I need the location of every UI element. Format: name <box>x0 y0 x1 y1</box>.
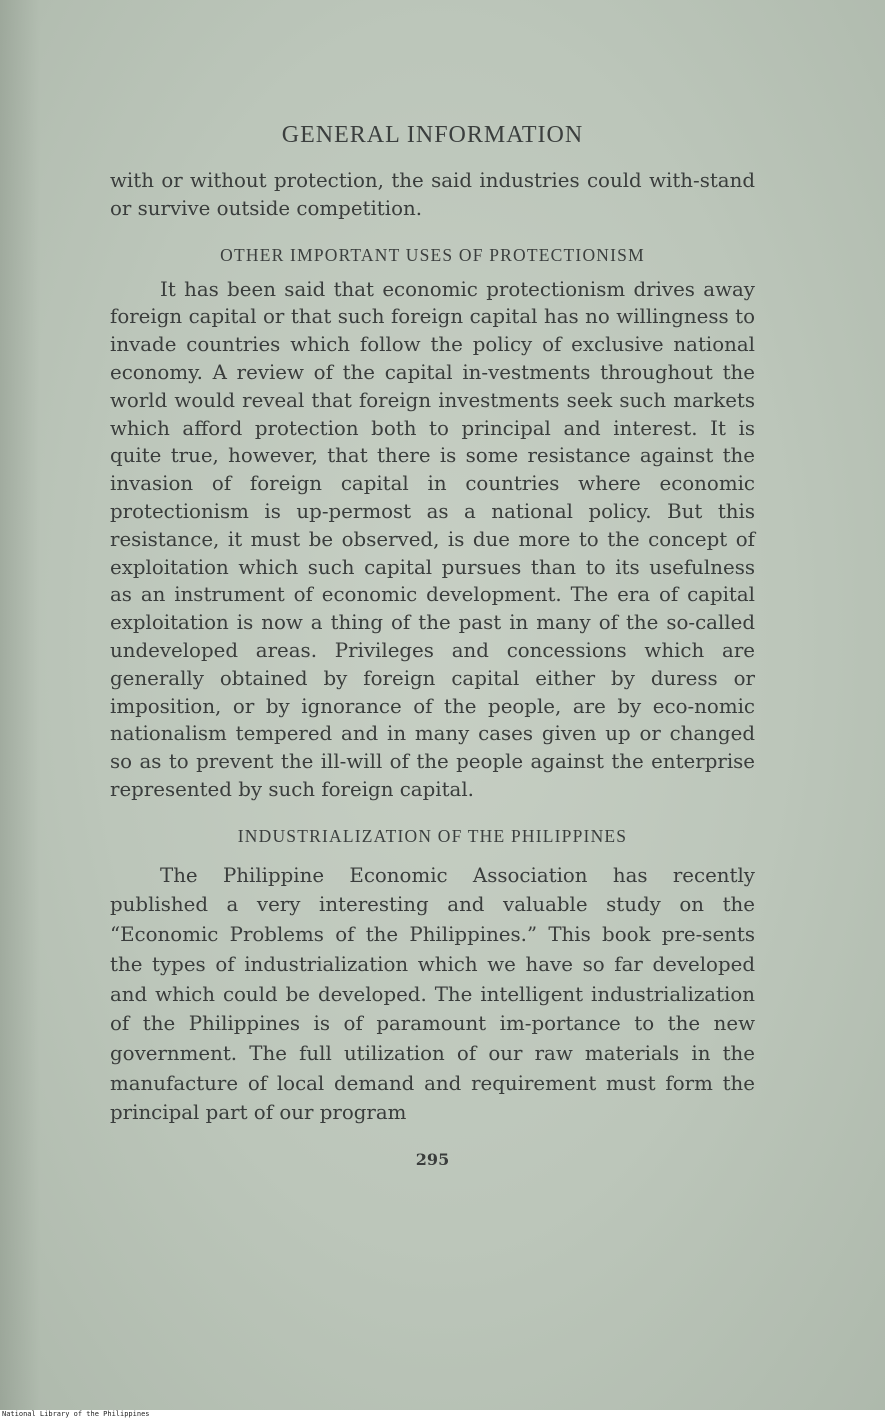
paragraph-industrialization: The Philippine Economic Association has recently published a very interesting and valuable study on the “Economic Problems of the Philippines.” This book pre-sents the types of industrialization which we have so far developed and which could be developed. The intelligent industrialization of the Philippines is of paramount im-portance to the new government. The full utilization of our raw materials in the manufacture of local demand and requirement must form the principal part of our program <box>110 863 755 1125</box>
page-number: 295 <box>415 1150 450 1170</box>
section-heading-industrialization: INDUSTRIALIZATION OF THE PHILIPPINES <box>237 825 628 846</box>
text-block <box>110 122 755 1169</box>
library-credit: National Library of the Philippines <box>2 1410 150 1418</box>
paragraph-protectionism: It has been said that economic protectionism drives away foreign capital or that such foreign capital has no willingness to invade countries which follow the policy of exclusive national economy. A review of the capital in-vestments throughout the world would reveal that foreign investments seek such markets which afford protection both to principal and interest. It is quite true, however, that there is some resistance against the invasion of foreign capital in countries where economic protectionism is up-permost as a national policy. But this resistance, it must be observed, is due more to the concept of exploitation which such capital pursues than to its usefulness as an instrument of economic development. The era of capital exploitation is now a thing of the past in many of the so-called undeveloped areas. Privileges and concessions which are generally obtained by foreign capital either by duress or imposition, or by ignorance of the people, are by eco-nomic nationalism tempered and in many cases given up or changed so as to prevent the ill-will of the people against the enterprise represented by such foreign capital. <box>110 277 755 801</box>
continuation-paragraph: with or without protection, the said industries could with-stand or survive outside competition. <box>110 169 755 220</box>
binding-shadow <box>0 0 40 1410</box>
running-head: GENERAL INFORMATION <box>281 122 584 148</box>
section-heading-protectionism: OTHER IMPORTANT USES OF PROTECTIONISM <box>220 244 645 265</box>
